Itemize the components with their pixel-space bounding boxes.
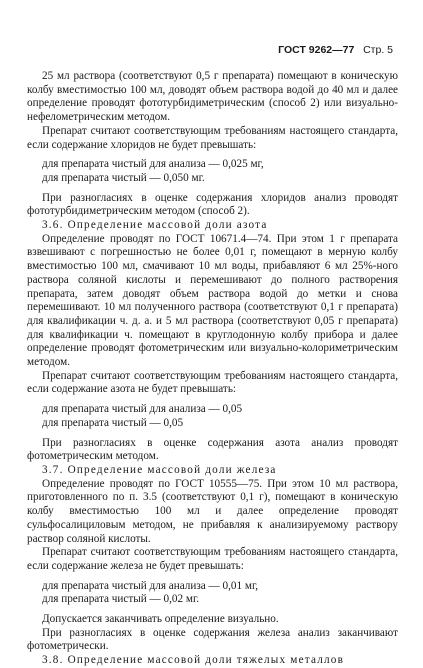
paragraph: Препарат считают соответствующим требованиям настоящего стандарта, если содержание хлоридов не будет превышать:	[27, 124, 398, 151]
section-heading: 3.7. Определение массовой доли железа	[42, 463, 277, 476]
standard-number: ГОСТ 9262—77	[278, 44, 355, 56]
section-heading: 3.8. Определение массовой доли тяжелых металлов	[42, 654, 345, 667]
paragraph: При разногласиях в оценке содержания хлоридов анализ проводят фототурбидиметрическим методом (способ 2).	[27, 191, 398, 218]
paragraph: Допускается заканчивать определение визуально.	[42, 613, 279, 626]
section-heading: 3.6. Определение массовой доли азота	[42, 219, 268, 232]
limit-line: для препарата чистый для анализа — 0,05	[42, 403, 243, 416]
limit-line: для препарата чистый — 0,05	[42, 416, 184, 429]
paragraph: Препарат считают соответствующим требованиям настоящего стандарта, если содержание азота не будет превышать:	[27, 369, 398, 396]
paragraph: 25 мл раствора (соответствуют 0,5 г препарата) помещают в коническую колбу вместимостью 100 мл, доводят объем раствора водой до 40 мл и далее определение проводят фототурбидиметрическим (способ 2) или визуально-нефелометрическим методом.	[27, 70, 398, 124]
page-number: Стр. 5	[363, 44, 393, 56]
limit-line: для препарата чистый для анализа — 0,01 мг,	[42, 579, 259, 592]
page-header	[278, 44, 393, 56]
limit-line: для препарата чистый — 0,02 мг.	[42, 593, 200, 606]
paragraph: Определение проводят по ГОСТ 10555—75. При этом 10 мл раствора, приготовленного по п. 3.5 (соответствуют 0,1 г), помещают в коническую колбу вместимостью 100 мл и далее определение проводят сульфосалициловым методом, не прибавляя к анализируемому раствору раствор соляной кислоты.	[27, 477, 398, 545]
body-text	[27, 70, 398, 668]
paragraph: Препарат считают соответствующим требованиям настоящего стандарта, если содержание железа не будет превышать:	[27, 546, 398, 572]
paragraph: При разногласиях в оценке содержания азота анализ проводят фотометрическим методом.	[27, 436, 398, 463]
limit-line: для препарата чистый для анализа — 0,025 мг,	[42, 158, 264, 171]
paragraph: Определение проводят по ГОСТ 10671.4—74. При этом 1 г препарата взвешивают с погрешностью не более 0,01 г, помещают в мерную колбу вместимостью 100 мл, смачивают 10 мл воды, прибавляют 6 мл 25%-ного раствора соляной кислоты и перемешивают до полного растворения препарата, затем доводят объем раствора водой до метки и снова перемешивают. 10 мл полученного раствора (соответствуют 0,1 г препарата) для квалификации ч. д. а. и 5 мл раствора (соответствуют 0,05 г препарата) для квалификации ч. помещают в круглодонную колбу прибора и далее определение проводят фотометрическим или визуально-колориметрическим методом.	[27, 232, 398, 369]
limit-line: для препарата чистый — 0,050 мг.	[42, 171, 205, 184]
paragraph: При разногласиях в оценке содержания железа анализ заканчивают фотометрически.	[27, 626, 398, 653]
